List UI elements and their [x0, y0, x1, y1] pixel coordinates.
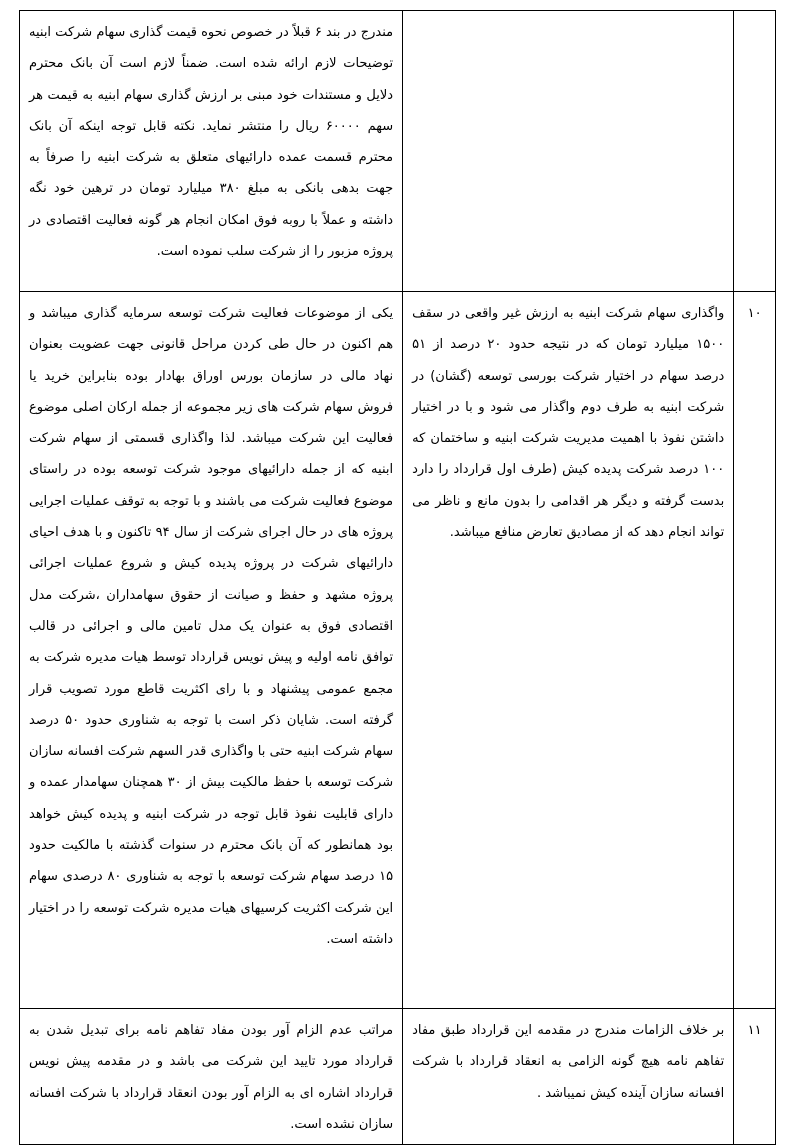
table-row: [20, 11, 776, 292]
table-row: [20, 1009, 776, 1145]
row-number-cell: ۱۱: [734, 1009, 776, 1145]
document-table: [19, 10, 776, 1145]
row-number-cell: [734, 11, 776, 292]
subject-cell: واگذاری سهام شرکت ابنیه به ارزش غیر واقعی در سقف ۱۵۰۰ میلیارد تومان که در نتیجه حدود ۲۰ درصد از ۵۱ درصد سهام در اختیار شرکت بورسی توسعه (گشان) در شرکت ابنیه به طرف دوم واگذار می شود و با در اختیار داشتن نفوذ با اهمیت مدیریت شرکت ابنیه و ساختمان که ۱۰۰ درصد شرکت پدیده کیش (طرف اول قرارداد را دارد بدست گرفته و دیگر هر اقدامی را بدون مانع و ناظر می تواند انجام دهد که از مصادیق تعارض منافع میباشد.: [403, 292, 734, 1009]
response-cell: مراتب عدم الزام آور بودن مفاد تفاهم نامه برای تبدیل شدن به قرارداد مورد تایید این شرکت می باشد و در مقدمه پیش نویس قرارداد اشاره ای به الزام آور بودن انعقاد قرارداد با شرکت افسانه سازان نشده است.: [20, 1009, 403, 1145]
subject-cell: بر خلاف الزامات مندرج در مقدمه این قرارداد طبق مفاد تفاهم نامه هیچ گونه الزامی به انعقاد قرارداد با شرکت افسانه سازان آینده کیش نمیباشد .: [403, 1009, 734, 1145]
table-row: [20, 292, 776, 1009]
response-cell: مندرج در بند ۶ قبلاً در خصوص نحوه قیمت گذاری سهام شرکت ابنیه توضیحات لازم ارائه شده است. ضمناً لازم است آن بانک محترم دلایل و مستندات خود مبنی بر ارزش گذاری سهام ابنیه به قیمت هر سهم ۶۰۰۰۰ ریال را منتشر نماید. نکته قابل توجه اینکه آن بانک محترم قسمت عمده دارائیهای متعلق به شرکت ابنیه را صرفاً به جهت بدهی بانکی به مبلغ ۳۸۰ میلیارد تومان در ترهین خود نگه داشته و عملاً با روبه فوق امکان انجام هر گونه فعالیت اقتصادی در پروژه مزبور را از شرکت سلب نموده است.: [20, 11, 403, 292]
response-cell: یکی از موضوعات فعالیت شرکت توسعه سرمایه گذاری میباشد و هم اکنون در حال طی کردن مراحل قانونی جهت عضویت بعنوان نهاد مالی در سازمان بورس اوراق بهادار بوده بنابراین خرید یا فروش سهام شرکت های زیر مجموعه از جمله ارکان اصلی موضوع فعالیت این شرکت میباشد. لذا واگذاری قسمتی از سهام شرکت ابنیه که از جمله دارائیهای موجود شرکت توسعه بوده در راستای موضوع فعالیت شرکت می باشند و با توجه به توقف عملیات اجرایی پروژه های در حال اجرای شرکت از سال ۹۴ تاکنون و با هدف احیای دارائیهای شرکت در پروژه پدیده کیش و شروع عملیات اجرائی پروژه مشهد و حفظ و صیانت از حقوق سهامداران ،شرکت مدل اقتصادی فوق به عنوان یک مدل تامین مالی و اجرائی در قالب توافق نامه اولیه و پیش نویس قرارداد توسط هیات مدیره شرکت به مجمع عمومی پیشنهاد و با رای اکثریت قاطع مورد تصویب قرار گرفته است. شایان ذکر است با توجه به شناوری حدود ۵۰ درصد سهام شرکت ابنیه حتی با واگذاری قدر السهم شرکت افسانه سازان شرکت توسعه با حفظ مالکیت بیش از ۳۰ همچنان سهامدار عمده و دارای قابلیت نفوذ قابل توجه در شرکت ابنیه و پدیده کیش خواهد بود همانطور که آن بانک محترم در سنوات گذشته با مالکیت حدود ۱۵ درصد سهام شرکت توسعه با توجه به شناوری ۸۰ درصدی سهام این شرکت اکثریت کرسیهای هیات مدیره شرکت توسعه را در اختیار داشته است.: [20, 292, 403, 1009]
subject-cell: [403, 11, 734, 292]
row-number-cell: ۱۰: [734, 292, 776, 1009]
